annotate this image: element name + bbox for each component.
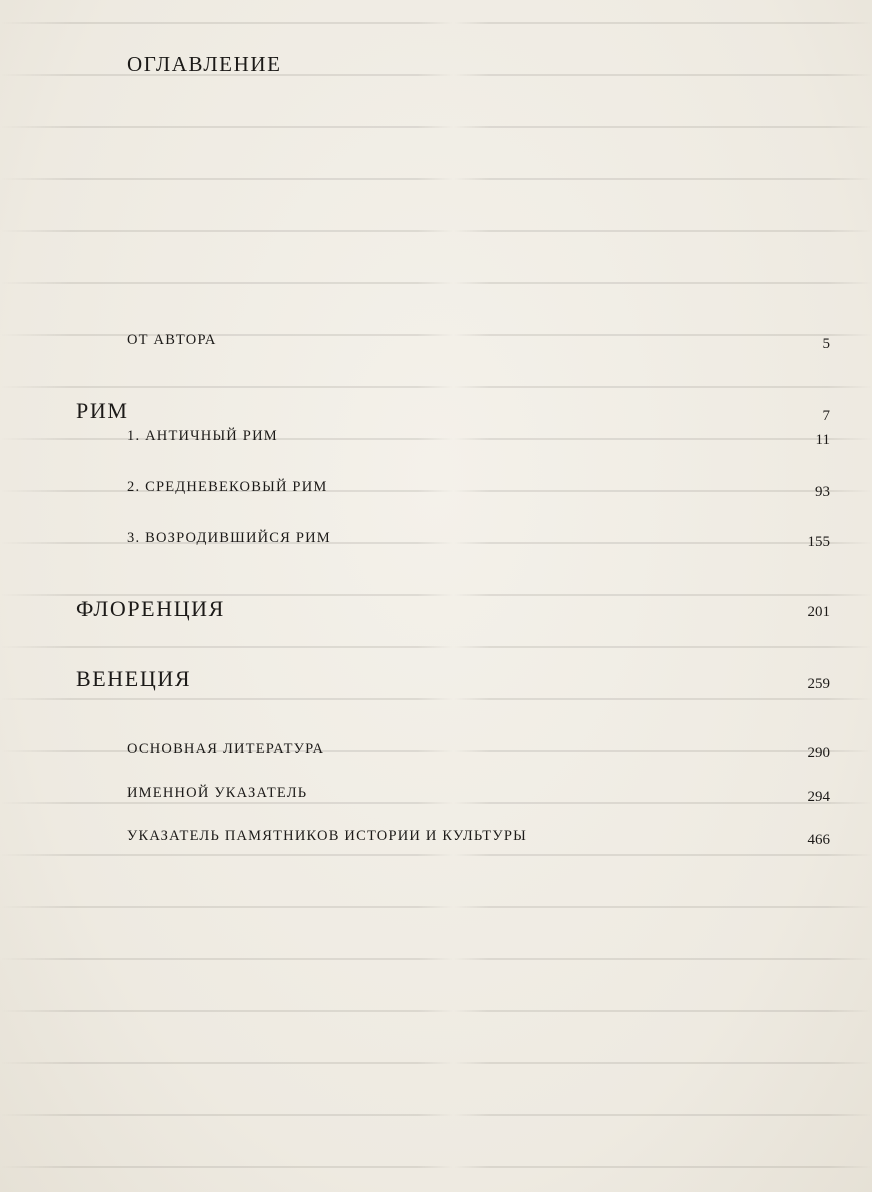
toc-entry-page: 294 [807, 789, 830, 805]
toc-entry-page: 201 [807, 604, 830, 620]
toc-entry-page: 290 [807, 745, 830, 761]
toc-entry-label: 2. СРЕДНЕВЕКОВЫЙ РИМ [127, 479, 328, 495]
toc-entry-ancient-rome[interactable] [0, 428, 872, 458]
toc-entry-florence[interactable] [0, 596, 872, 626]
toc-entry-page: 5 [822, 336, 830, 352]
toc-entry-label: 3. ВОЗРОДИВШИЙСЯ РИМ [127, 530, 331, 546]
toc-entry-rome[interactable] [0, 398, 872, 428]
toc-entry-page: 11 [815, 432, 830, 448]
toc-entry-venice[interactable] [0, 666, 872, 696]
toc-entry-page: 466 [807, 832, 830, 848]
toc-entry-renaissance-rome[interactable] [0, 530, 872, 560]
toc-entry-page: 7 [822, 408, 830, 424]
toc-entry-label: ОТ АВТОРА [127, 332, 217, 348]
toc-entry-bibliography[interactable] [0, 741, 872, 771]
toc-entry-label: ФЛОРЕНЦИЯ [76, 596, 225, 621]
toc-entry-medieval-rome[interactable] [0, 479, 872, 509]
toc-entry-label: РИМ [76, 398, 129, 423]
toc-entry-label: ИМЕННОЙ УКАЗАТЕЛЬ [127, 785, 308, 801]
toc-entry-label: УКАЗАТЕЛЬ ПАМЯТНИКОВ ИСТОРИИ И КУЛЬТУРЫ [127, 828, 527, 844]
toc-entry-page: 93 [815, 484, 830, 500]
toc-entry-monuments-index[interactable] [0, 828, 872, 858]
toc-entry-author[interactable] [0, 332, 872, 362]
toc-entry-label: ОСНОВНАЯ ЛИТЕРАТУРА [127, 741, 325, 757]
toc-entry-label: 1. АНТИЧНЫЙ РИМ [127, 428, 278, 444]
toc-entry-page: 259 [807, 676, 830, 692]
toc-entry-name-index[interactable] [0, 785, 872, 815]
page-title: ОГЛАВЛЕНИЕ [127, 52, 282, 76]
toc-entry-page: 155 [807, 534, 830, 550]
toc-entry-label: ВЕНЕЦИЯ [76, 666, 192, 691]
